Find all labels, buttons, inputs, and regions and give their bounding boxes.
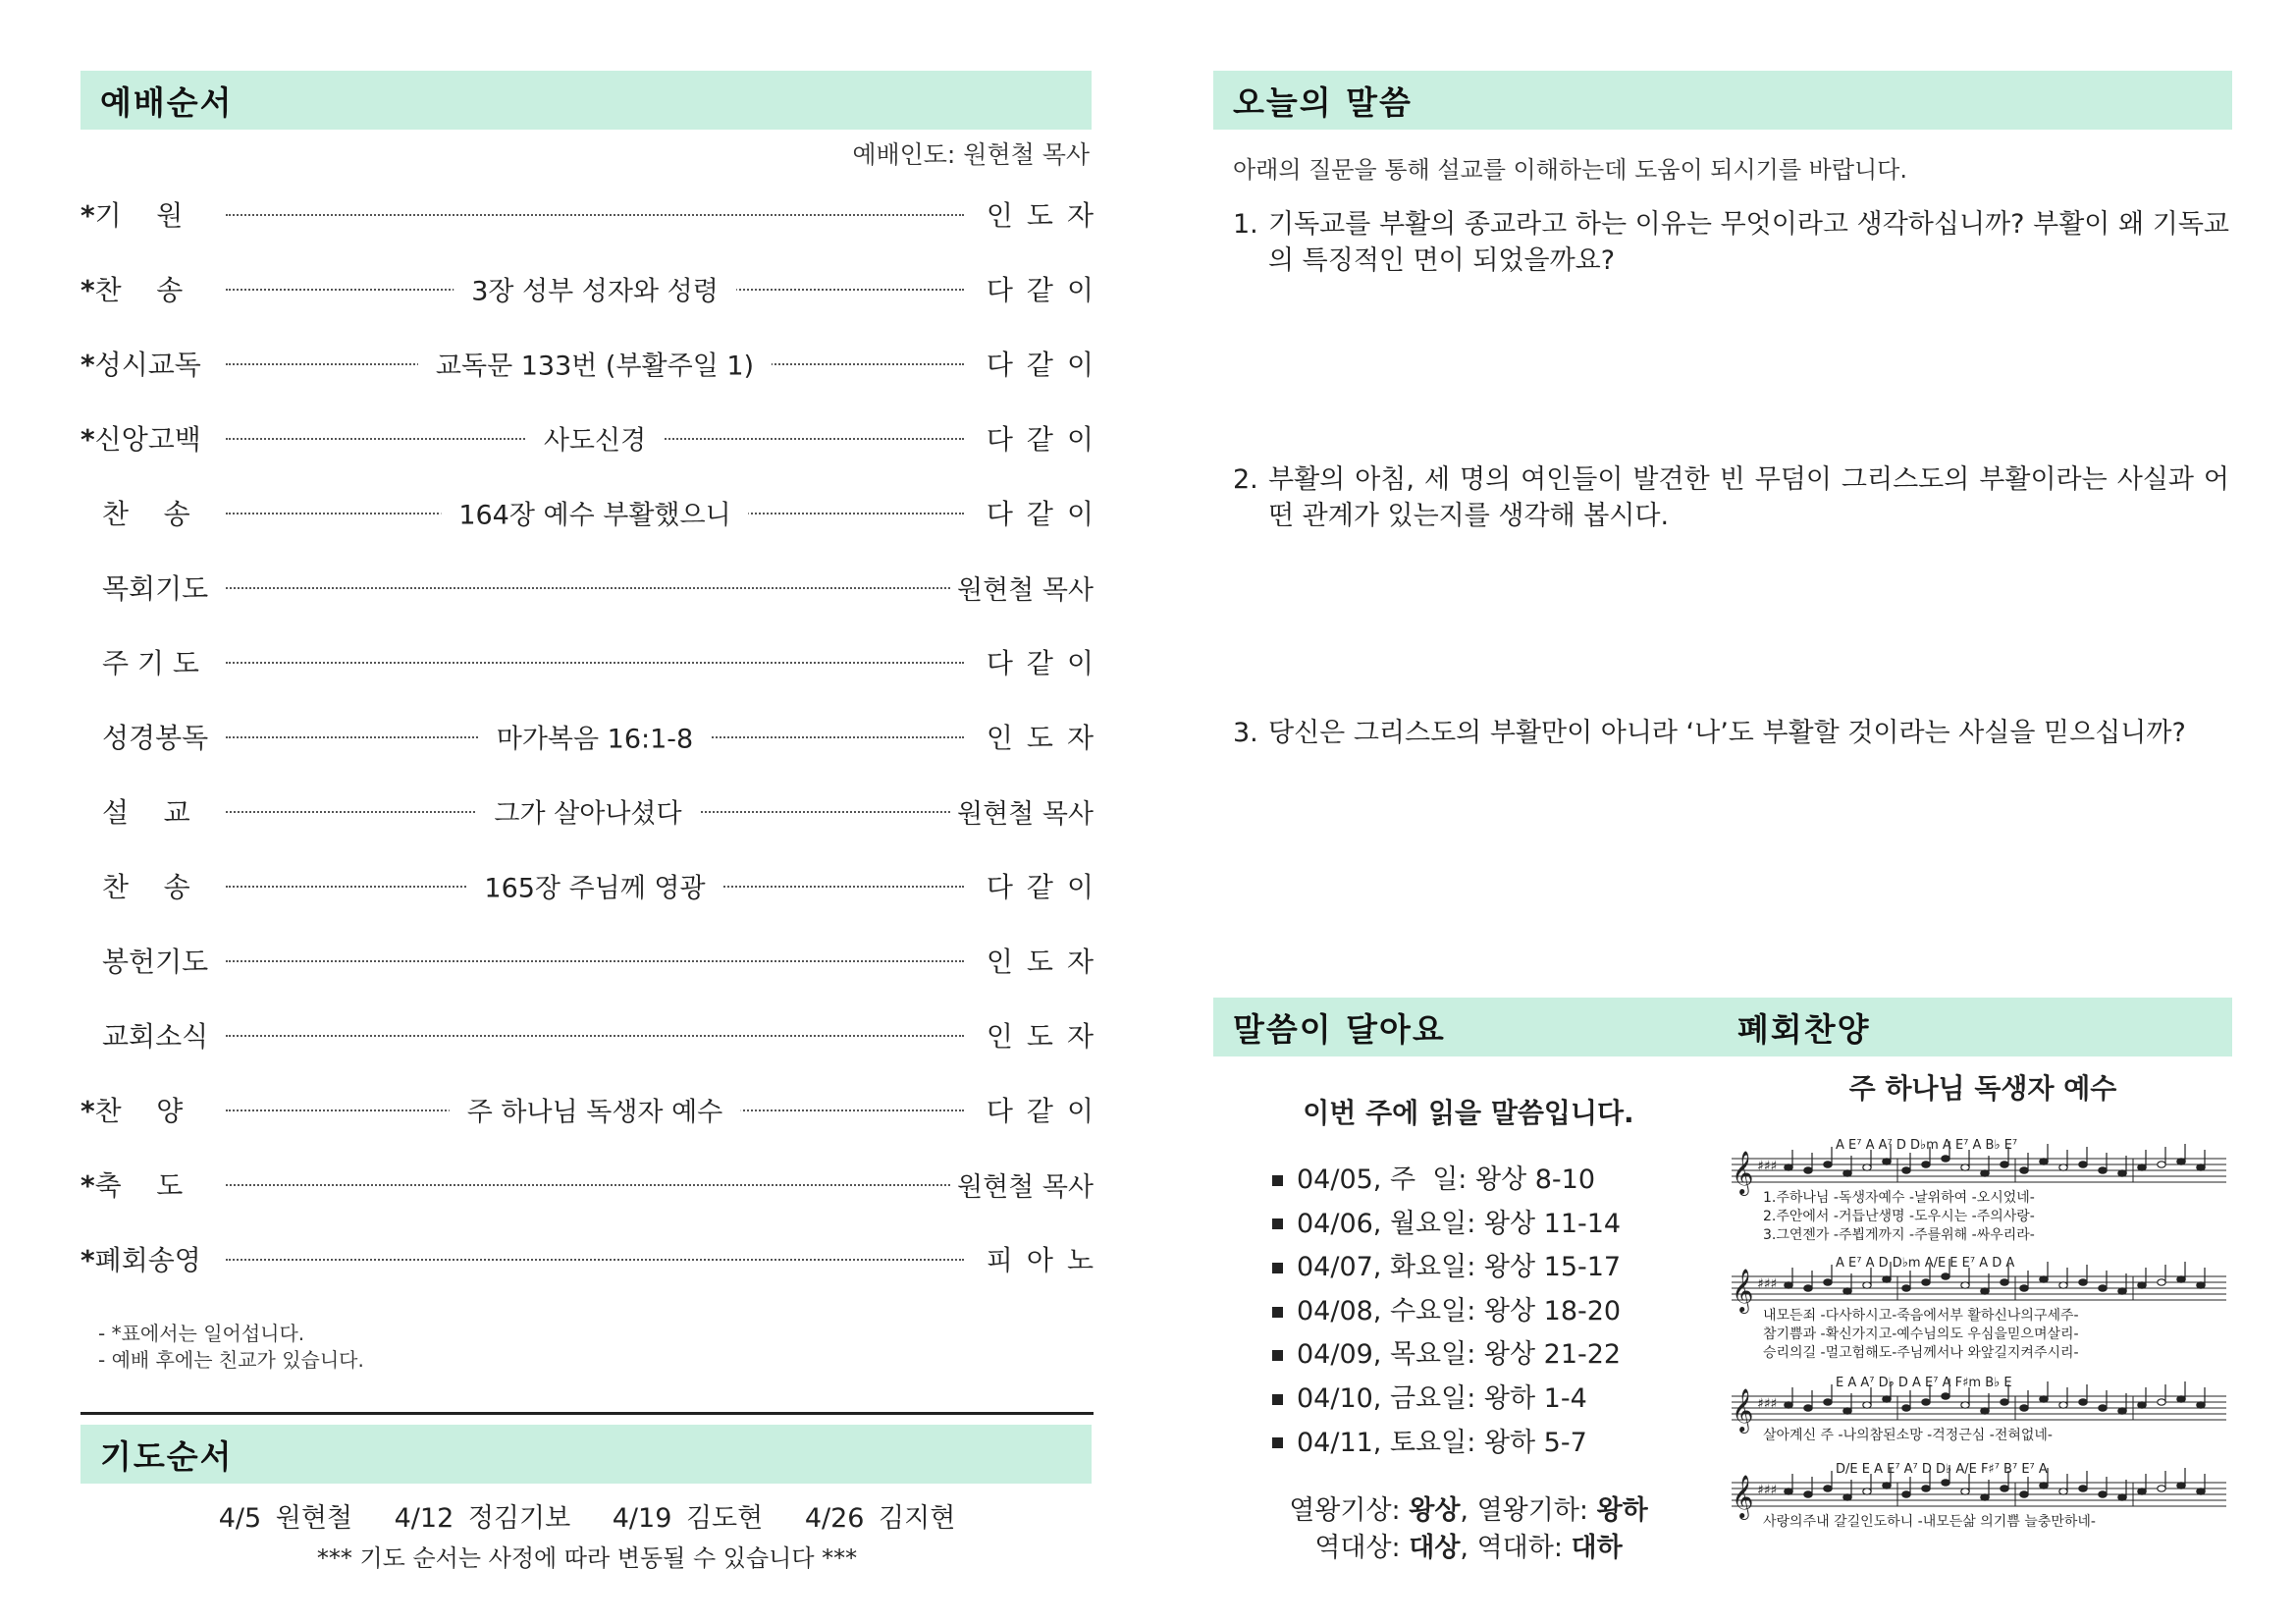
key-signature-icon: ♯♯♯ <box>1757 1159 1778 1174</box>
note-head <box>2177 1276 2185 1282</box>
note-head <box>1883 1159 1891 1164</box>
hymn-lyric-line: 사랑의주내 갈길인도하니 -내모든삶 의기쁨 늘충만하네- <box>1763 1514 2096 1530</box>
note-head <box>2079 1486 2087 1491</box>
hymn-sheet-music <box>1728 1119 2230 1571</box>
order-item-label: 축 도 <box>94 1169 184 1202</box>
bullet-square-icon <box>1272 1263 1283 1273</box>
note-head <box>1785 1164 1792 1170</box>
order-item-name <box>80 269 226 308</box>
note-head <box>2059 1282 2067 1288</box>
hymn-lyric-line: 3.그연젠가 -주뵙게까지 -주를위해 -싸우리라- <box>1763 1227 2035 1243</box>
treble-clef-icon: 𝄞 <box>1732 1475 1754 1518</box>
order-item-detail: 164장 예수 부활했으니 <box>441 494 748 532</box>
order-item-label: 성경봉독 <box>102 722 209 754</box>
order-item-person: 인도자 <box>986 199 1107 232</box>
note-head <box>1981 1170 1989 1176</box>
order-item-name <box>80 791 226 831</box>
dotted-leader <box>226 1244 964 1273</box>
note-head <box>1922 1399 1930 1405</box>
question-number: 2. <box>1233 464 1258 495</box>
note-head <box>2158 1399 2165 1405</box>
note-head <box>1863 1402 1871 1408</box>
worship-order-row <box>80 624 1107 699</box>
question-number: 1. <box>1233 209 1258 240</box>
note-head <box>1883 1276 1891 1282</box>
standing-mark: * <box>80 1244 95 1276</box>
note-head <box>2138 1164 2146 1170</box>
worship-order-row <box>80 998 1107 1072</box>
prayer-order-title: 기도순서 <box>100 1436 234 1476</box>
dotted-leader <box>226 572 950 602</box>
note-head <box>1922 1279 1930 1285</box>
todays-word-header <box>1213 71 2232 130</box>
note-head <box>2059 1489 2067 1494</box>
reading-item-text: 04/07, 화요일: 왕상 15-17 <box>1297 1252 1622 1283</box>
hymn-lyric-line: 살아계신 주 -나의참된소망 -걱정근심 -전혀없네- <box>1763 1428 2053 1443</box>
note-head <box>1804 1491 1812 1497</box>
standing-mark: * <box>80 423 95 456</box>
treble-clef-icon: 𝄞 <box>1732 1388 1754 1432</box>
question-2 <box>1233 461 2229 534</box>
prayer-entry: 4/12 정김기보 <box>394 1503 571 1534</box>
note-head <box>1785 1402 1792 1408</box>
question-3 <box>1233 715 2229 751</box>
reading-item-text: 04/11, 토요일: 왕하 5-7 <box>1297 1427 1587 1458</box>
note-head <box>2040 1396 2048 1402</box>
standing-mark: * <box>80 1169 95 1202</box>
note-head <box>2197 1282 2205 1288</box>
note-head <box>2040 1483 2048 1489</box>
reading-item <box>1272 1333 1621 1378</box>
reading-item <box>1272 1246 1621 1290</box>
reading-item <box>1272 1378 1621 1422</box>
note-head <box>2138 1282 2146 1288</box>
note-head <box>1824 1162 1832 1167</box>
note-head <box>2197 1489 2205 1494</box>
order-item-name <box>80 866 226 905</box>
note-head <box>2001 1162 2008 1167</box>
reading-heading: 이번 주에 읽을 말씀입니다. <box>1303 1097 1634 1129</box>
note-head <box>2020 1405 2028 1411</box>
note-head <box>2099 1405 2107 1411</box>
worship-order-list <box>80 177 1107 1296</box>
reading-header <box>1213 998 2232 1056</box>
note-head <box>2059 1164 2067 1170</box>
order-item-detail: 3장 성부 성자와 성령 <box>454 270 736 308</box>
order-item-label: 주 기 도 <box>102 647 199 679</box>
reading-item-text: 04/10, 금요일: 왕하 1-4 <box>1297 1382 1587 1414</box>
treble-clef-icon: 𝄞 <box>1732 1151 1754 1194</box>
note-head <box>2059 1402 2067 1408</box>
dotted-leader <box>226 722 964 755</box>
worship-order-row <box>80 475 1107 550</box>
order-item-label: 봉헌기도 <box>102 946 209 978</box>
note-head <box>1863 1282 1871 1288</box>
worship-order-row <box>80 401 1107 475</box>
order-item-label: 찬 양 <box>94 1095 184 1127</box>
note-line: - *표에서는 일어섭니다. <box>98 1322 305 1345</box>
reading-item-text: 04/06, 월요일: 왕상 11-14 <box>1297 1208 1622 1239</box>
standing-mark: * <box>80 1095 95 1127</box>
order-item-label: 교회소식 <box>102 1020 209 1053</box>
note-head <box>2197 1164 2205 1170</box>
order-item-name <box>80 344 226 383</box>
note-head <box>2040 1276 2048 1282</box>
note-head <box>1961 1164 1969 1170</box>
order-item-name <box>80 493 226 532</box>
dotted-leader <box>226 647 964 677</box>
order-item-person: 다같이 <box>986 498 1107 530</box>
note-head <box>2099 1285 2107 1291</box>
question-1 <box>1233 206 2229 279</box>
order-item-person: 다같이 <box>986 647 1107 679</box>
note-head <box>2158 1486 2165 1491</box>
chord-symbols: D/E E A E⁷ A⁷ D D♭ A/E F♯⁷ B⁷ E⁷ A <box>1836 1462 2048 1477</box>
key-signature-icon: ♯♯♯ <box>1757 1276 1778 1292</box>
bullet-square-icon <box>1272 1394 1283 1405</box>
worship-order-header <box>80 71 1092 130</box>
worship-order-row <box>80 1072 1107 1147</box>
order-item-label: 찬 송 <box>94 274 184 306</box>
prayer-schedule <box>80 1496 1094 1535</box>
worship-order-row <box>80 699 1107 774</box>
note-head <box>1843 1170 1851 1176</box>
book-abbreviations <box>1213 1492 1724 1567</box>
note-head <box>2020 1285 2028 1291</box>
note-head <box>1981 1494 1989 1500</box>
hymn-lyric-line: 내모든죄 -다사하시고-죽음에서부 활하신나의구세주- <box>1763 1308 2079 1324</box>
note-head <box>2118 1408 2126 1414</box>
worship-order-title: 예배순서 <box>100 82 234 122</box>
note-head <box>1981 1408 1989 1414</box>
note-head <box>1942 1480 1949 1486</box>
bullet-square-icon <box>1272 1307 1283 1318</box>
order-item-person: 원현철 목사 <box>957 1171 1094 1203</box>
dotted-leader <box>226 498 964 531</box>
order-item-name <box>80 568 226 607</box>
note-head <box>1804 1167 1812 1173</box>
order-item-person: 피아노 <box>986 1244 1107 1276</box>
note-head <box>1863 1489 1871 1494</box>
note-head <box>2177 1483 2185 1489</box>
hymn-song-title: 주 하나님 독생자 예수 <box>1848 1072 2117 1105</box>
reading-item <box>1272 1422 1621 1466</box>
bullet-square-icon <box>1272 1175 1283 1186</box>
note-head <box>2118 1288 2126 1294</box>
reading-item-text: 04/09, 목요일: 왕상 21-22 <box>1297 1339 1622 1371</box>
note-head <box>1942 1156 1949 1162</box>
note-head <box>1961 1402 1969 1408</box>
hymn-lyric-line: 승리의길 -멀고험해도-주님께서나 와앞길지켜주시리- <box>1763 1345 2079 1361</box>
reading-title: 말씀이 달아요 <box>1233 1009 1446 1049</box>
bullet-square-icon <box>1272 1350 1283 1361</box>
order-item-person: 다같이 <box>986 423 1107 456</box>
order-item-person: 원현철 목사 <box>957 798 1094 830</box>
note-head <box>1824 1279 1832 1285</box>
bullet-square-icon <box>1272 1218 1283 1229</box>
key-signature-icon: ♯♯♯ <box>1757 1483 1778 1498</box>
note-head <box>2158 1162 2165 1167</box>
order-item-name <box>80 642 226 681</box>
order-item-person: 인도자 <box>986 946 1107 978</box>
note-head <box>2079 1162 2087 1167</box>
order-item-name <box>80 1015 226 1055</box>
question-text: 당신은 그리스도의 부활만이 아니라 ‘나’도 부활할 것이라는 사실을 믿으십니까? <box>1268 718 2186 748</box>
dotted-leader <box>226 796 950 830</box>
order-item-label: 성시교독 <box>94 349 201 381</box>
dotted-leader <box>226 199 964 229</box>
note-head <box>2158 1279 2165 1285</box>
note-head <box>1961 1282 1969 1288</box>
order-item-label: 신앙고백 <box>94 423 201 456</box>
worship-order-row <box>80 177 1107 251</box>
order-item-detail: 165장 주님께 영광 <box>466 867 722 905</box>
note-head <box>1902 1167 1910 1173</box>
reading-item <box>1272 1159 1621 1203</box>
dotted-leader <box>226 274 964 307</box>
hymn-lyric-line: 2.주안에서 -거듭난생명 -도우시는 -주의사랑- <box>1763 1209 2035 1224</box>
note-head <box>1902 1405 1910 1411</box>
note-head <box>1843 1494 1851 1500</box>
note-head <box>1804 1285 1812 1291</box>
prayer-entry: 4/5 원현철 <box>218 1503 353 1534</box>
key-signature-icon: ♯♯♯ <box>1757 1396 1778 1412</box>
dotted-leader <box>226 423 964 457</box>
order-item-name <box>80 194 226 234</box>
note-head <box>2079 1279 2087 1285</box>
dotted-leader <box>226 946 964 975</box>
word-intro: 아래의 질문을 통해 설교를 이해하는데 도움이 되시기를 바랍니다. <box>1233 156 1907 184</box>
chord-symbols: A E⁷ A A⁷ D D♭m A E⁷ A B♭ E⁷ <box>1836 1138 2018 1153</box>
note-head <box>2020 1167 2028 1173</box>
order-item-person: 인도자 <box>986 722 1107 754</box>
order-item-name <box>80 418 226 458</box>
reading-item <box>1272 1203 1621 1247</box>
note-head <box>2001 1279 2008 1285</box>
order-item-name <box>80 717 226 756</box>
dotted-leader <box>226 1020 964 1050</box>
note-head <box>1883 1396 1891 1402</box>
standing-mark: * <box>80 199 95 232</box>
note-head <box>1804 1405 1812 1411</box>
note-head <box>2040 1159 2048 1164</box>
note-head <box>1883 1483 1891 1489</box>
abbr-line-2: 역대상: 대상, 역대하: 대하 <box>1314 1533 1623 1563</box>
note-head <box>1863 1164 1871 1170</box>
note-head <box>1942 1273 1949 1279</box>
worship-notes <box>98 1321 364 1374</box>
order-item-person: 다같이 <box>986 274 1107 306</box>
note-head <box>1843 1288 1851 1294</box>
note-head <box>1981 1288 1989 1294</box>
reading-schedule <box>1272 1159 1621 1465</box>
standing-mark: * <box>80 274 95 306</box>
order-item-detail: 그가 살아나셨다 <box>476 792 699 831</box>
dotted-leader <box>226 1095 964 1128</box>
order-item-person: 인도자 <box>986 1020 1107 1053</box>
note-head <box>2001 1399 2008 1405</box>
note-head <box>2138 1402 2146 1408</box>
note-head <box>2138 1489 2146 1494</box>
order-item-label: 찬 송 <box>102 498 190 530</box>
order-item-name <box>80 1164 226 1204</box>
question-number: 3. <box>1233 718 1258 748</box>
order-item-person: 다같이 <box>986 871 1107 903</box>
section-divider <box>80 1412 1094 1415</box>
note-head <box>2177 1396 2185 1402</box>
order-item-label: 기 원 <box>94 199 184 232</box>
worship-order-row <box>80 326 1107 401</box>
order-item-person: 원현철 목사 <box>957 574 1094 606</box>
order-item-person: 다같이 <box>986 1095 1107 1127</box>
prayer-note: *** 기도 순서는 사정에 따라 변동될 수 있습니다 *** <box>316 1544 858 1572</box>
order-item-person: 다같이 <box>986 349 1107 381</box>
worship-order-row <box>80 251 1107 326</box>
order-item-label: 찬 송 <box>102 871 190 903</box>
dotted-leader <box>226 1169 950 1199</box>
order-item-label: 폐회송영 <box>94 1244 201 1276</box>
note-head <box>2197 1402 2205 1408</box>
worship-order-row <box>80 923 1107 998</box>
order-item-detail: 주 하나님 독생자 예수 <box>450 1091 741 1129</box>
worship-leader: 예배인도: 원현철 목사 <box>852 140 1090 169</box>
order-item-label: 설 교 <box>102 796 190 829</box>
reading-item-text: 04/08, 수요일: 왕상 18-20 <box>1297 1295 1622 1326</box>
note-head <box>2118 1494 2126 1500</box>
closing-hymn-title: 폐회찬양 <box>1737 1009 1871 1049</box>
hymn-lyric-line: 1.주하나님 -독생자예수 -날위하여 -오시었네- <box>1763 1190 2035 1206</box>
worship-order-row <box>80 848 1107 923</box>
note-head <box>1942 1393 1949 1399</box>
order-item-detail: 사도신경 <box>526 419 664 458</box>
reading-item <box>1272 1290 1621 1334</box>
todays-word-title: 오늘의 말씀 <box>1233 82 1413 122</box>
order-item-name <box>80 1090 226 1129</box>
treble-clef-icon: 𝄞 <box>1732 1269 1754 1312</box>
note-head <box>1922 1486 1930 1491</box>
prayer-entry: 4/19 김도현 <box>612 1503 764 1534</box>
chord-symbols: A E⁷ A D D♭m A/E E E⁷ A D A <box>1836 1256 2015 1271</box>
prayer-order-header <box>80 1425 1092 1484</box>
order-item-name <box>80 1239 226 1278</box>
question-text: 부활의 아침, 세 명의 여인들이 발견한 빈 무덤이 그리스도의 부활이라는 사실과 어떤 관계가 있는지를 생각해 봅시다. <box>1268 464 2229 531</box>
worship-order-row <box>80 550 1094 624</box>
worship-order-row <box>80 1147 1094 1221</box>
order-item-detail: 마가복음 16:1-8 <box>479 718 711 756</box>
worship-order-row <box>80 1221 1107 1296</box>
question-text: 기독교를 부활의 종교라고 하는 이유는 무엇이라고 생각하십니까? 부활이 왜 기독교의 특징적인 면이 되었을까요? <box>1268 209 2229 276</box>
abbr-line-1: 열왕기상: 왕상, 열왕기하: 왕하 <box>1289 1495 1648 1526</box>
note-head <box>2079 1399 2087 1405</box>
prayer-entry: 4/26 김지현 <box>804 1503 956 1534</box>
note-head <box>2177 1159 2185 1164</box>
note-head <box>1785 1282 1792 1288</box>
note-head <box>2020 1491 2028 1497</box>
note-head <box>1824 1486 1832 1491</box>
note-head <box>2001 1486 2008 1491</box>
note-head <box>1902 1285 1910 1291</box>
dotted-leader <box>226 349 964 382</box>
note-head <box>1785 1489 1792 1494</box>
note-head <box>1843 1408 1851 1414</box>
note-head <box>1922 1162 1930 1167</box>
hymn-lyric-line: 참기쁨과 -확신가지고-예수님의도 우심을믿으며살리- <box>1763 1326 2079 1342</box>
order-item-name <box>80 941 226 980</box>
note-head <box>1824 1399 1832 1405</box>
note-line: - 예배 후에는 친교가 있습니다. <box>98 1348 364 1372</box>
note-head <box>2118 1170 2126 1176</box>
note-head <box>2099 1491 2107 1497</box>
worship-order-row <box>80 774 1094 848</box>
note-head <box>1902 1491 1910 1497</box>
order-item-detail: 교독문 133번 (부활주일 1) <box>418 345 772 383</box>
note-head <box>1961 1489 1969 1494</box>
note-head <box>2099 1167 2107 1173</box>
reading-item-text: 04/05, 주 일: 왕상 8-10 <box>1297 1164 1596 1195</box>
bullet-square-icon <box>1272 1437 1283 1448</box>
order-item-label: 목회기도 <box>102 572 209 605</box>
standing-mark: * <box>80 349 95 381</box>
chord-symbols: E A A⁷ D♭ D A E⁷ A F♯m B♭ E <box>1836 1376 2012 1390</box>
dotted-leader <box>226 871 964 904</box>
